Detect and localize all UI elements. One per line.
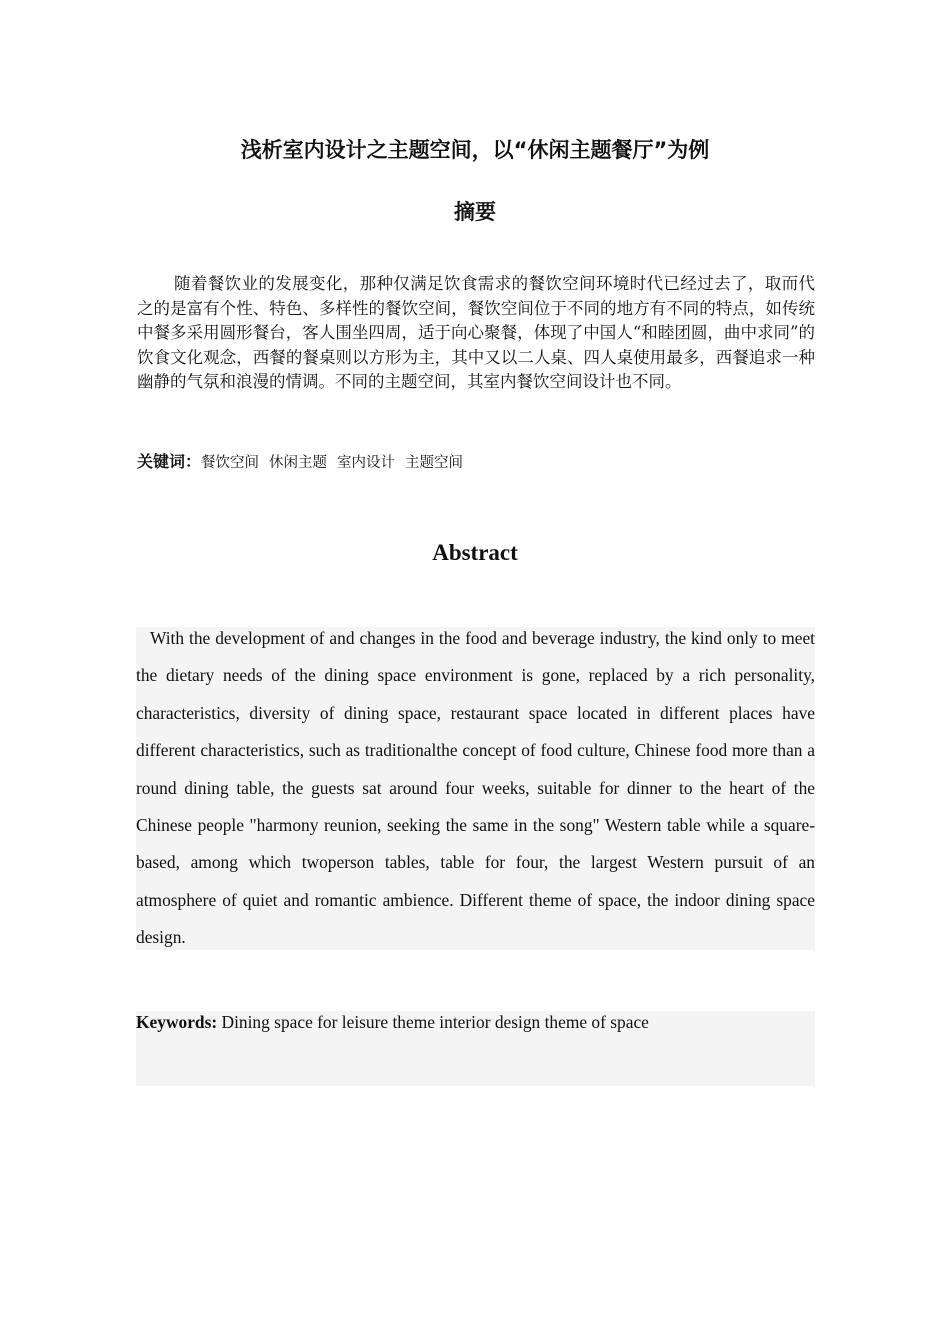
keyword-zh: 休闲主题 <box>269 455 328 471</box>
keywords-label-en: Keywords: <box>136 1012 218 1032</box>
abstract-heading-en: Abstract <box>432 540 518 565</box>
document-title: 浅析室内设计之主题空间，以“休闲主题餐厅”为例 <box>240 138 710 162</box>
keyword-zh: 室内设计 <box>337 455 396 471</box>
abstract-heading-zh: 摘要 <box>454 200 496 224</box>
keyword-zh: 主题空间 <box>405 455 464 471</box>
keywords-text-en: Dining space for leisure theme interior design theme of space <box>221 1012 649 1032</box>
keywords-en <box>136 1009 815 1035</box>
abstract-body-en: With the development of and changes in the food and beverage industry, the kind only to meet the dietary needs of the dining space environment is gone, replaced by a rich personality, characteristics, diversity of dining space, restaurant space located in different places have different characteristics, such as traditionalthe concept of food culture, Chinese food more than a round dining table, the guests sat around four weeks, suitable for dinner to the heart of the Chinese people "harmony reunion, seeking the same in the song" Western table while a square-based, among which twoperson tables, table for four, the largest Western pursuit of an atmosphere of quiet and romantic ambience. Different theme of space, the indoor dining space design. <box>136 628 815 948</box>
abstract-body-zh: 随着餐饮业的发展变化，那种仅满足饮食需求的餐饮空间环境时代已经过去了，取而代之的是富有个性、特色、多样性的餐饮空间，餐饮空间位于不同的地方有不同的特点，如传统中餐多采用圆形餐台，客人围坐四周，适于向心聚餐，体现了中国人“和睦团圆，曲中求同”的饮食文化观念，西餐的餐桌则以方形为主，其中又以二人桌、四人桌使用最多，西餐追求一种幽静的气氛和浪漫的情调。不同的主题空间，其室内餐饮空间设计也不同。 <box>137 274 815 391</box>
keywords-label-zh: 关键词： <box>137 452 202 471</box>
keyword-zh: 餐饮空间 <box>201 455 260 471</box>
keywords-zh <box>137 450 815 475</box>
